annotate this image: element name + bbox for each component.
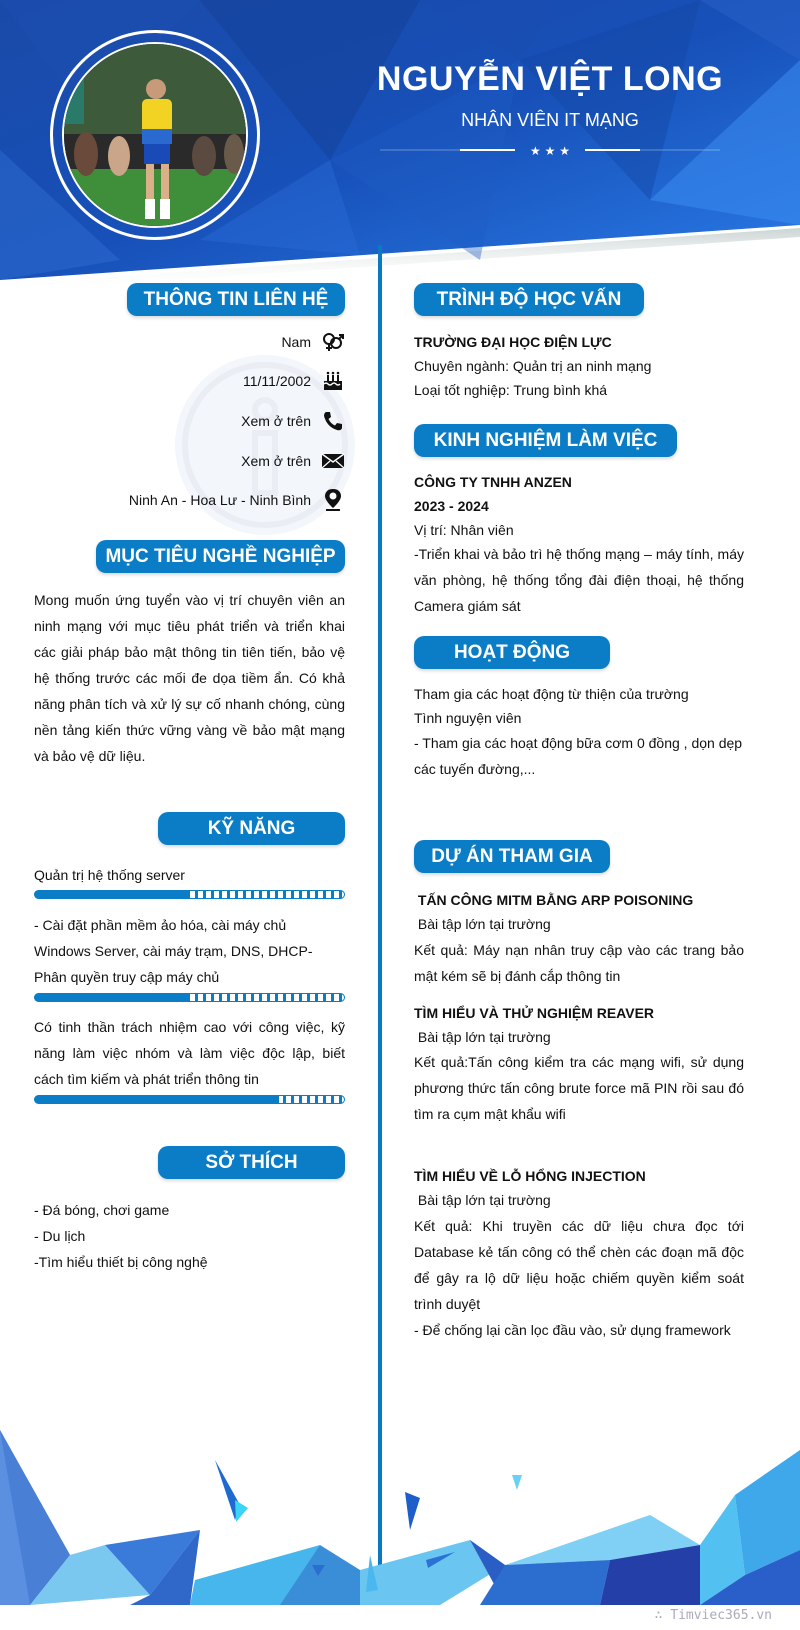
location-pin-icon [321,488,345,512]
project-result: Kết quả:Tấn công kiểm tra các mạng wifi, sử dụng phương thức tấn công brute force mã PIN rồi sau đó tìm ra cụm mật khẩu wifi [414,1054,744,1122]
skill-bar [34,1095,345,1104]
project-extra: - Để chống lại cần lọc đầu vào, sử dụng framework [414,1322,731,1338]
contact-phone-value: Xem ở trên [241,413,311,429]
hobby-item: - Đá bóng, chơi game [34,1202,170,1218]
contact-gender [281,330,345,354]
project-type: Bài tập lớn tại trường [414,1029,551,1045]
section-heading-objective: MỤC TIÊU NGHỀ NGHIỆP [96,540,345,573]
header-banner [0,0,800,290]
project-name: TÌM HIỂU VỀ LỖ HỔNG INJECTION [414,1168,646,1184]
experience-period: 2023 - 2024 [414,498,489,514]
contact-birthday-value: 11/11/2002 [243,373,311,389]
avatar-photo [64,44,248,228]
section-heading-skills: KỸ NĂNG [158,812,345,845]
experience-description: -Triển khai và bảo trì hệ thống mạng – máy tính, máy văn phòng, hệ thống tổng đài điện thoại, hệ thống Camera giám sát [414,546,744,614]
contact-address-value: Ninh An - Hoa Lư - Ninh Bình [128,492,311,508]
contact-birthday [243,369,345,393]
candidate-position: NHÂN VIÊN IT MẠNG [461,110,639,130]
project-name: TÌM HIỂU VÀ THỬ NGHIỆM REAVER [414,1005,655,1021]
section-heading-activities: HOẠT ĐỘNG [414,636,610,669]
education-grade: Loại tốt nghiệp: Trung bình khá [414,382,608,398]
section-heading-hobbies: SỞ THÍCH [158,1146,345,1179]
contact-email-value: Xem ở trên [241,453,311,469]
skill-bar [34,890,345,899]
candidate-name: NGUYỄN VIỆT LONG [376,60,724,98]
footer-polygon-art [0,1430,800,1605]
contact-gender-value: Nam [281,334,311,350]
star-icons: ★ ★ ★ [530,144,570,158]
project-name: TẤN CÔNG MITM BẰNG ARP POISONING [414,892,694,908]
skill-label: Có tinh thần trách nhiệm cao với công việc, kỹ năng làm việc nhóm và làm việc độc lập, biết cách tìm kiếm và phát triển thông tin [34,1019,345,1087]
hobby-item: - Du lịch [34,1228,86,1244]
site-name: Timviec365.vn [670,1608,772,1623]
activity-line: - Tham gia các hoạt động bữa cơm 0 đồng , dọn dẹp các tuyến đường,... [414,735,743,777]
skill-bar-fill [35,994,190,1001]
contact-email [241,449,345,473]
education-major: Chuyên ngành: Quản trị an ninh mạng [414,358,652,374]
skill-label: - Cài đặt phần mềm ảo hóa, cài máy chủ Windows Server, cài máy trạm, DNS, DHCP- Phân quyền truy cập máy chủ [34,917,313,985]
project-result: Kết quả: Máy nạn nhân truy cập vào các trang bảo mật kém sẽ bị đánh cắp thông tin [414,942,744,984]
section-heading-contact: THÔNG TIN LIÊN HỆ [127,283,345,316]
project-type: Bài tập lớn tại trường [414,916,551,932]
skill-bar-fill [35,1096,279,1103]
activity-line: Tình nguyện viên [414,710,522,726]
hobby-item: -Tìm hiểu thiết bị công nghệ [34,1254,208,1270]
experience-company: CÔNG TY TNHH ANZEN [414,474,572,490]
project-result: Kết quả: Khi truyền các dữ liệu chưa đọc tới Database kẻ tấn công có thể chèn các đoạn mã độc để gây ra lộ dữ liệu hoặc chiếm quyền kiểm soát trình duyệt [414,1218,744,1312]
project-type: Bài tập lớn tại trường [414,1192,551,1208]
phone-icon [321,409,345,433]
section-heading-experience: KINH NGHIỆM LÀM VIỆC [414,424,677,457]
experience-role: Vị trí: Nhân viên [414,522,514,538]
contact-phone [241,409,345,433]
birthday-cake-icon [321,369,345,393]
contact-address [129,488,345,512]
stars-divider [380,140,720,160]
activity-line: Tham gia các hoạt động từ thiện của trường [414,686,689,702]
skill-label: Quản trị hệ thống server [34,867,185,883]
section-heading-projects: DỰ ÁN THAM GIA [414,840,610,873]
skill-bar-fill [35,891,190,898]
skill-bar [34,993,345,1002]
education-school: TRƯỜNG ĐẠI HỌC ĐIỆN LỰC [414,334,612,350]
gender-icon [321,330,345,354]
email-icon [321,449,345,473]
section-heading-education: TRÌNH ĐỘ HỌC VẤN [414,283,644,316]
site-watermark: ∴ Timviec365.vn [654,1608,772,1623]
column-divider [378,245,382,1567]
avatar [62,42,248,228]
objective-text: Mong muốn ứng tuyển vào vị trí chuyên viên an ninh mạng với mục tiêu phát triển và triển khai các giải pháp bảo mật thông tin tiên tiến, bảo vệ hệ thống trước các mối đe dọa tiềm ẩn. Có khả năng phân tích và xử lý sự cố nhanh chóng, cùng nền tảng kiến thức vững vàng về bảo mật mạng và bảo vệ dữ liệu. [34,592,345,764]
